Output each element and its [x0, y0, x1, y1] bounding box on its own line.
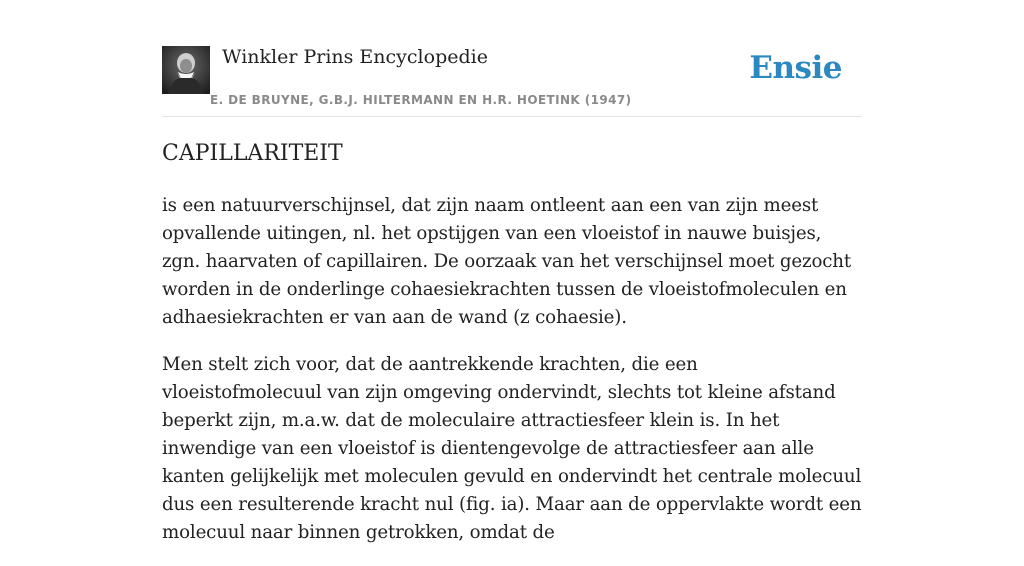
article-body — [162, 192, 862, 566]
article-paragraph: Men stelt zich voor, dat de aantrekkende krachten, die een vloeistofmolecuul van zijn omgeving ondervindt, slechts tot kleine afstand beperkt zijn, m.a.w. dat de moleculaire attractiesfeer klein is. In het inwendige van een vloeistof is dientengevolge de attractiesfeer aan alle kanten gelijkelijk met moleculen gevuld en ondervindt het centrale molecuul dus een resulterende kracht nul (fig. ia). Maar aan de oppervlakte wordt een molecuul naar binnen getrokken, omdat de — [162, 354, 862, 543]
article-title: CAPILLARITEIT — [162, 141, 343, 166]
article-paragraph: is een natuurverschijnsel, dat zijn naam ontleent aan een van zijn meest opvallende uitingen, nl. het opstijgen van een vloeistof in nauwe buisjes, zgn. haarvaten of capillairen. De oorzaak van het verschijnsel moet gezocht worden in de onderlinge cohaesiekrachten tussen de vloeistofmoleculen en adhaesiekrachten er van aan de wand (z cohaesie). — [162, 195, 852, 328]
source-authors: E. DE BRUYNE, G.B.J. HILTERMANN EN H.R. HOETINK (1947) — [210, 93, 632, 107]
brand-logo[interactable]: Ensie — [749, 50, 842, 86]
source-header — [162, 46, 862, 117]
author-avatar — [162, 46, 210, 94]
portrait-image — [162, 46, 210, 94]
source-title: Winkler Prins Encyclopedie — [222, 46, 488, 68]
